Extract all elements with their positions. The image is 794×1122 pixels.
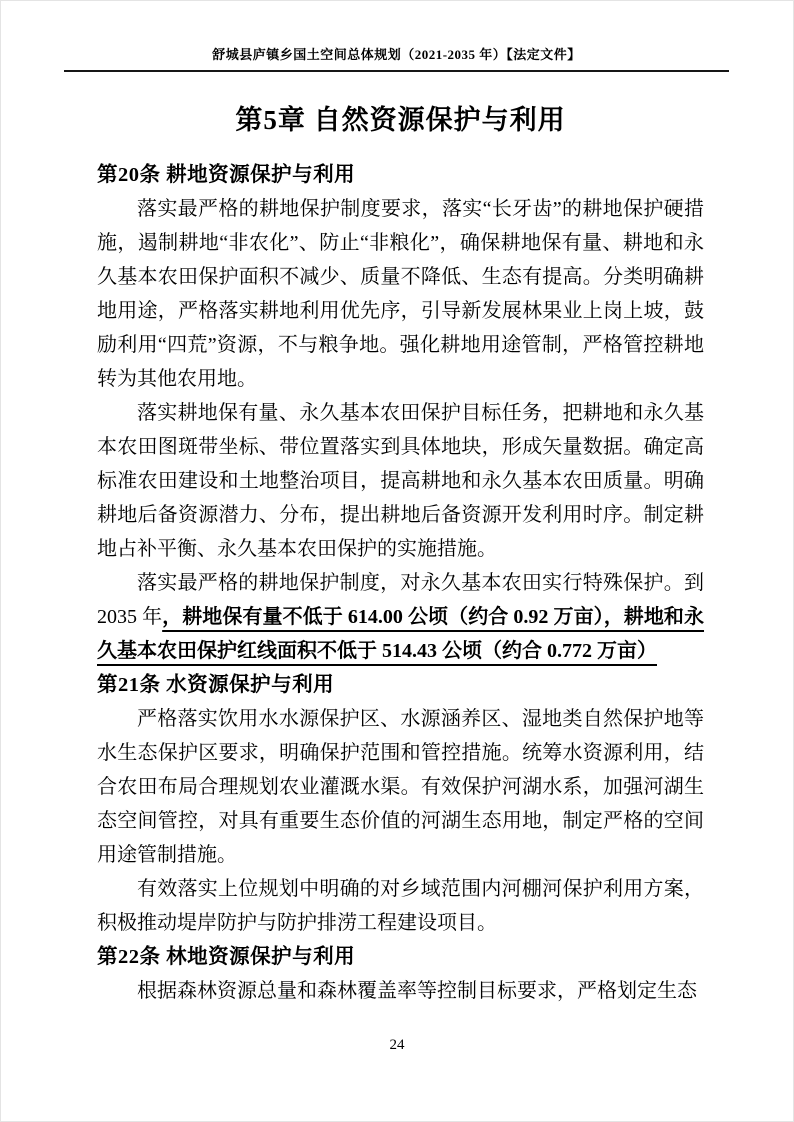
header-title: 舒城县庐镇乡国土空间总体规划（2021-2035 年）【法定文件】 <box>212 47 581 62</box>
paragraph: 严格落实饮用水水源保护区、水源涵养区、湿地类自然保护地等水生态保护区要求，明确保护范围和管控措施。统筹水资源利用，结合农田布局合理规划农业灌溉水渠。有效保护河湖水系，加强河湖生态空间管控，对具有重要生态价值的河湖生态用地，制定严格的空间用途管制措施。 <box>97 708 704 866</box>
emphasis-underlined-text: ，耕地保有量不低于 614.00 公顷（约合 0.92 万亩），耕地和永久基本农田保护红线面积不低于 514.43 公顷（约合 0.772 万亩） <box>97 606 705 662</box>
paragraph-lead-text: 落实最严格的耕地保护制度，对永久基本农田实行特殊保护。到 2035 年 <box>97 572 704 628</box>
paragraph: 根据森林资源总量和森林覆盖率等控制目标要求，严格划定生态 <box>137 980 697 1002</box>
page-number: 24 <box>389 1037 405 1053</box>
section-heading-article-21: 第21条 水资源保护与利用 <box>97 674 335 696</box>
chapter-title: 第5章 自然资源保护与利用 <box>235 105 566 135</box>
section-heading-article-22: 第22条 林地资源保护与利用 <box>97 946 356 968</box>
section-heading-article-20: 第20条 耕地资源保护与利用 <box>97 164 356 186</box>
page-content <box>97 100 704 1008</box>
paragraph-with-emphasis <box>97 566 704 668</box>
page-footer <box>1 1035 793 1055</box>
paragraph: 有效落实上位规划中明确的对乡域范围内河棚河保护利用方案，积极推动堤岸防护与防护排涝工程建设项目。 <box>97 878 704 934</box>
paragraph: 落实耕地保有量、永久基本农田保护目标任务，把耕地和永久基本农田图斑带坐标、带位置落实到具体地块，形成矢量数据。确定高标准农田建设和土地整治项目，提高耕地和永久基本农田质量。明确耕地后备资源潜力、分布，提出耕地后备资源开发利用时序。制定耕地占补平衡、永久基本农田保护的实施措施。 <box>97 402 704 560</box>
page-header <box>64 46 729 72</box>
paragraph: 落实最严格的耕地保护制度要求，落实“长牙齿”的耕地保护硬措施，遏制耕地“非农化”、防止“非粮化”，确保耕地保有量、耕地和永久基本农田保护面积不减少、质量不降低、生态有提高。分类明确耕地用途，严格落实耕地利用优先序，引导新发展林果业上岗上坡，鼓励利用“四荒”资源，不与粮争地。强化耕地用途管制，严格管控耕地转为其他农用地。 <box>97 198 704 390</box>
